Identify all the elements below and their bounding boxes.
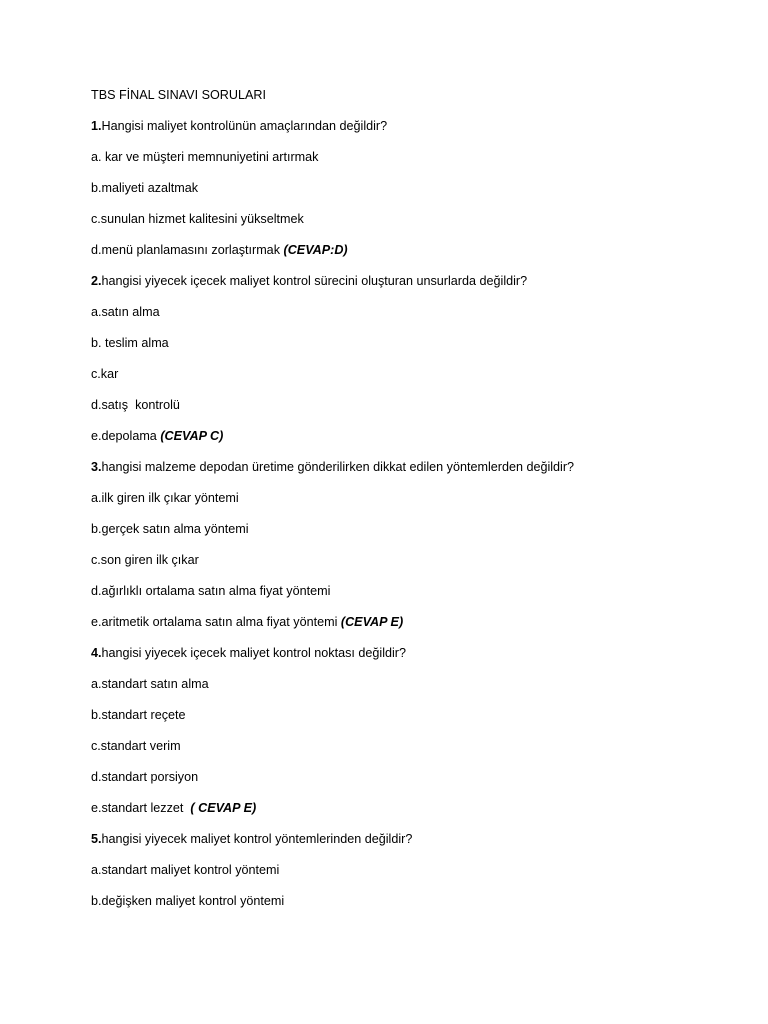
option-line	[91, 737, 731, 768]
question-text: Hangisi maliyet kontrolünün amaçlarından değildir?	[101, 119, 388, 133]
option-line	[91, 396, 731, 427]
option-text: c.kar	[91, 367, 119, 381]
option-text: d.ağırlıklı ortalama satın alma fiyat yöntemi	[91, 584, 331, 598]
question-number: 2.	[91, 274, 102, 288]
option-text: e.standart lezzet	[91, 801, 191, 815]
option-line	[91, 675, 731, 706]
question-number: 1.	[91, 119, 102, 133]
option-text: d.standart porsiyon	[91, 770, 199, 784]
question-text: hangisi malzeme depodan üretime gönderilirken dikkat edilen yöntemlerden değildir?	[101, 460, 575, 474]
question-text: hangisi yiyecek maliyet kontrol yöntemlerinden değildir?	[101, 832, 413, 846]
page-title: TBS FİNAL SINAVI SORULARI	[91, 88, 266, 102]
option-line	[91, 551, 731, 582]
option-text: c.sunulan hizmet kalitesini yükseltmek	[91, 212, 304, 226]
option-line	[91, 706, 731, 737]
option-text: b.maliyeti azaltmak	[91, 181, 199, 195]
option-text: e.depolama	[91, 429, 161, 443]
question-5	[91, 830, 731, 861]
option-text: a. kar ve müşteri memnuniyetini artırmak	[91, 150, 319, 164]
option-text: c.son giren ilk çıkar	[91, 553, 199, 567]
option-line	[91, 303, 731, 334]
option-line	[91, 210, 731, 241]
question-text: hangisi yiyecek içecek maliyet kontrol sürecini oluşturan unsurlarda değildir?	[101, 274, 528, 288]
option-line	[91, 520, 731, 551]
option-line	[91, 892, 731, 923]
option-text: d.satış kontrolü	[91, 398, 180, 412]
question-4	[91, 644, 731, 675]
document-content	[91, 86, 731, 923]
option-line	[91, 799, 731, 830]
question-number: 3.	[91, 460, 102, 474]
option-text: d.menü planlamasını zorlaştırmak	[91, 243, 284, 257]
option-text: a.satın alma	[91, 305, 160, 319]
option-text: c.standart verim	[91, 739, 181, 753]
option-text: e.aritmetik ortalama satın alma fiyat yöntemi	[91, 615, 341, 629]
option-line	[91, 768, 731, 799]
option-line	[91, 148, 731, 179]
option-line	[91, 861, 731, 892]
question-text: hangisi yiyecek içecek maliyet kontrol noktası değildir?	[101, 646, 407, 660]
question-number: 5.	[91, 832, 102, 846]
option-text: b.değişken maliyet kontrol yöntemi	[91, 894, 285, 908]
option-line	[91, 365, 731, 396]
option-line	[91, 334, 731, 365]
option-line	[91, 582, 731, 613]
question-1	[91, 117, 731, 148]
option-line	[91, 427, 731, 458]
option-text: a.ilk giren ilk çıkar yöntemi	[91, 491, 239, 505]
question-3	[91, 458, 731, 489]
option-text: b. teslim alma	[91, 336, 169, 350]
option-line	[91, 241, 731, 272]
option-text: a.standart maliyet kontrol yöntemi	[91, 863, 280, 877]
answer-key: (CEVAP E)	[340, 615, 404, 629]
option-text: b.standart reçete	[91, 708, 186, 722]
question-number: 4.	[91, 646, 102, 660]
option-text: a.standart satın alma	[91, 677, 209, 691]
answer-key: ( CEVAP E)	[190, 801, 257, 815]
option-line	[91, 489, 731, 520]
question-2	[91, 272, 731, 303]
option-line	[91, 613, 731, 644]
option-line	[91, 179, 731, 210]
answer-key: (CEVAP:D)	[283, 243, 348, 257]
answer-key: (CEVAP C)	[160, 429, 224, 443]
option-text: b.gerçek satın alma yöntemi	[91, 522, 249, 536]
